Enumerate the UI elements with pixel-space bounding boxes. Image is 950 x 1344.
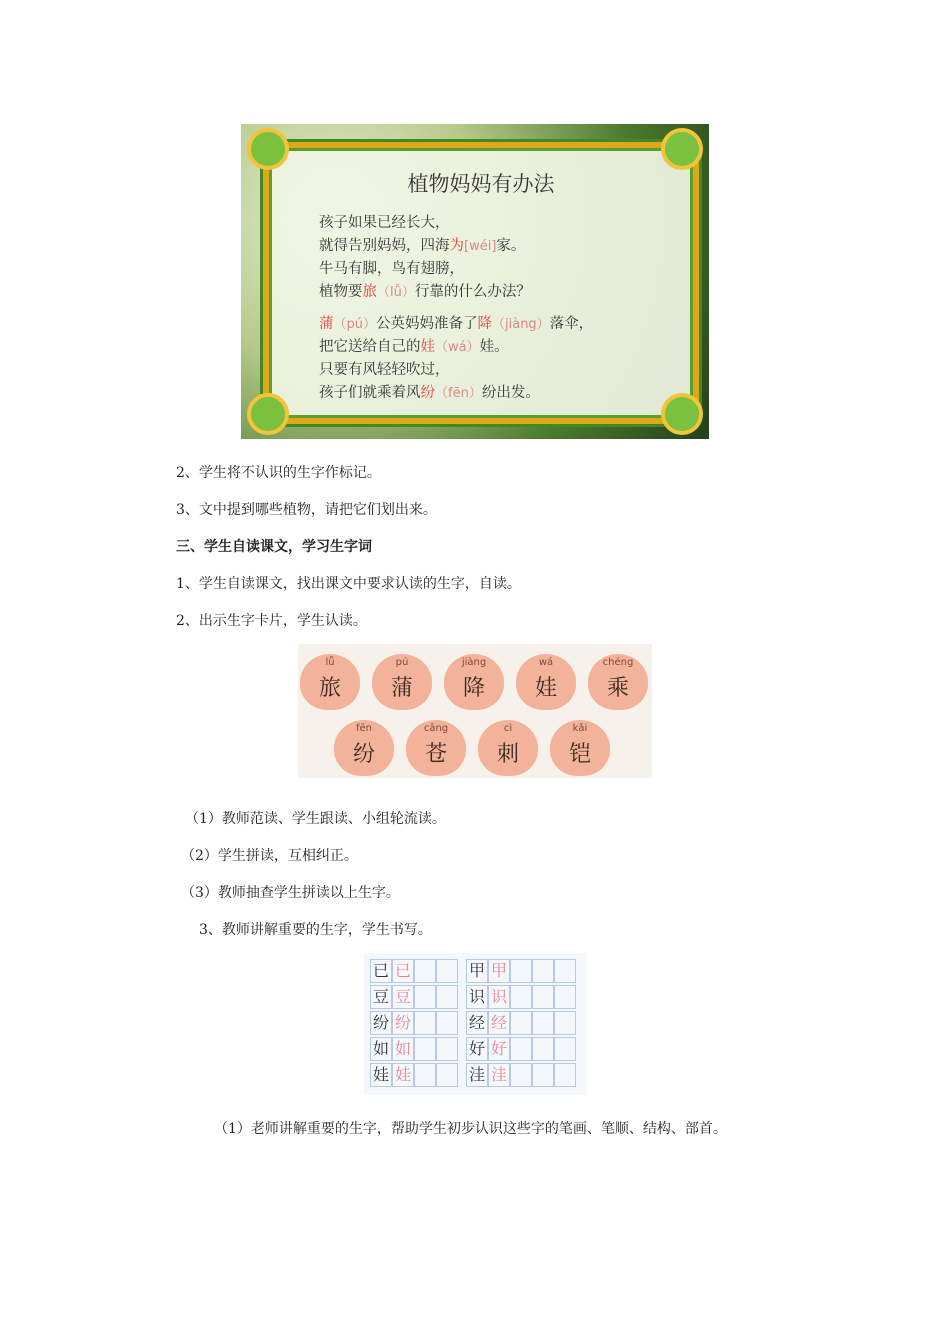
paragraph: （1）教师范读、学生跟读、小组轮流读。: [185, 811, 446, 827]
poem-line-8: [319, 381, 540, 402]
leaf-card: [478, 720, 538, 776]
grid-cell: [554, 1011, 576, 1035]
writing-grid-image: [364, 953, 587, 1095]
grid-cell: [414, 1037, 436, 1061]
frame-ornament: [247, 393, 289, 435]
grid-cell: [532, 1011, 554, 1035]
card-pinyin: kǎi: [572, 723, 588, 734]
frame-ornament: [661, 393, 703, 435]
grid-char-trace: 甲: [488, 959, 510, 983]
grid-char-trace: 纷: [392, 1011, 414, 1035]
poem-pinyin: （wá）: [435, 340, 480, 355]
slide-title: 植物妈妈有办法: [407, 172, 555, 196]
grid-cell: [436, 959, 458, 983]
poem-panel: [263, 142, 699, 424]
card-pinyin: chéng: [602, 657, 634, 668]
leaf-card: [588, 654, 648, 710]
paragraph: 2、学生将不认识的生字作标记。: [176, 465, 381, 481]
grid-cell: [414, 985, 436, 1009]
poem-highlight-char: 为: [449, 238, 464, 254]
poem-text: 就得告别妈妈，四海: [319, 238, 450, 254]
leaf-card: [300, 654, 360, 710]
poem-line-5: [319, 312, 593, 333]
paragraph: 2、出示生字卡片，学生认读。: [176, 613, 367, 629]
paragraph: （2）学生拼读，互相纠正。: [181, 848, 358, 864]
card-pinyin: lǚ: [325, 657, 335, 668]
grid-char-trace: 洼: [488, 1063, 510, 1087]
grid-cell: [532, 959, 554, 983]
grid-char: 豆: [370, 985, 392, 1009]
card-char: 纷: [352, 742, 375, 767]
grid-char-trace: 已: [392, 959, 414, 983]
poem-text: 把它送给自己的: [319, 339, 421, 355]
grid-char: 好: [466, 1037, 488, 1061]
grid-cell: [436, 1063, 458, 1087]
poem-text: 纷出发。: [481, 385, 540, 401]
poem-slide-image: [241, 124, 709, 439]
poem-highlight-char: 纷: [420, 385, 435, 401]
grid-char-trace: 好: [488, 1037, 510, 1061]
paragraph: （1）老师讲解重要的生字，帮助学生初步认识这些字的笔画、笔顺、结构、部首。: [214, 1121, 727, 1137]
grid-char-trace: 豆: [392, 985, 414, 1009]
grid-cell: [532, 985, 554, 1009]
card-pinyin: fēn: [355, 723, 372, 734]
card-char: 娃: [534, 676, 557, 701]
poem-line-6: [319, 335, 509, 356]
grid-char: 经: [466, 1011, 488, 1035]
poem-text: 落伞，: [549, 316, 594, 332]
poem-pinyin: （lǚ）: [377, 285, 415, 300]
poem-highlight-char: 降: [477, 316, 492, 332]
grid-cell: [510, 1063, 532, 1087]
card-char: 旅: [318, 676, 341, 701]
poem-line-1: [319, 211, 450, 232]
poem-line-4: [319, 280, 531, 301]
poem-text: 家。: [496, 238, 526, 254]
card-char: 乘: [606, 676, 629, 701]
poem-text: 娃。: [479, 339, 509, 355]
frame-ornament: [661, 128, 703, 170]
card-pinyin: cāng: [423, 723, 449, 734]
leaf-card: [550, 720, 610, 776]
grid-cell: [510, 1011, 532, 1035]
paragraph: 3、教师讲解重要的生字，学生书写。: [199, 922, 432, 938]
grid-char: 娃: [370, 1063, 392, 1087]
grid-cell: [554, 1037, 576, 1061]
grid-char: 如: [370, 1037, 392, 1061]
grid-char: 已: [370, 959, 392, 983]
poem-text: 牛马有脚，鸟有翅膀，: [319, 261, 464, 277]
leaf-card: [334, 720, 394, 776]
card-char: 降: [462, 676, 485, 701]
leaf-card: [372, 654, 432, 710]
grid-cell: [510, 985, 532, 1009]
grid-cell: [414, 1063, 436, 1087]
card-char: 蒲: [390, 676, 413, 701]
grid-cell: [414, 959, 436, 983]
grid-cell: [414, 1011, 436, 1035]
card-char: 苍: [424, 742, 447, 767]
poem-text: 公英妈妈准备了: [376, 316, 478, 332]
card-char: 铠: [568, 742, 591, 767]
grid-char-trace: 识: [488, 985, 510, 1009]
character-cards-image: [298, 644, 652, 778]
grid-char-trace: 如: [392, 1037, 414, 1061]
leaf-card: [444, 654, 504, 710]
poem-highlight-char: 蒲: [319, 316, 334, 332]
card-pinyin: cì: [503, 723, 513, 734]
poem-highlight-char: 旅: [362, 284, 377, 300]
grid-cell: [554, 1063, 576, 1087]
grid-cell: [532, 1037, 554, 1061]
paragraph: 3、文中提到哪些植物，请把它们划出来。: [176, 502, 437, 518]
poem-text: 行靠的什么办法？: [414, 284, 531, 300]
poem-text: 只要有风轻轻吹过，: [319, 362, 450, 378]
paragraph: 1、学生自读课文，找出课文中要求认读的生字，自读。: [176, 576, 521, 592]
leaf-card: [406, 720, 466, 776]
poem-pinyin: （fēn）: [435, 386, 482, 401]
grid-cell: [554, 959, 576, 983]
grid-cell: [532, 1063, 554, 1087]
grid-cell: [436, 985, 458, 1009]
poem-text: 孩子们就乘着风: [319, 385, 421, 401]
paragraph: （3）教师抽查学生拼读以上生字。: [181, 885, 400, 901]
poem-pinyin: [wéi]: [464, 239, 497, 254]
poem-highlight-char: 娃: [420, 339, 435, 355]
poem-line-7: [319, 358, 450, 379]
grid-cell: [436, 1037, 458, 1061]
poem-pinyin: （jiàng）: [492, 317, 550, 332]
grid-char-trace: 经: [488, 1011, 510, 1035]
grid-cell: [510, 959, 532, 983]
frame-ornament: [247, 128, 289, 170]
leaf-card: [516, 654, 576, 710]
grid-char: 甲: [466, 959, 488, 983]
grid-char-trace: 娃: [392, 1063, 414, 1087]
grid-cell: [554, 985, 576, 1009]
section-heading: 三、学生自读课文，学习生字词: [176, 539, 372, 555]
poem-line-3: [319, 257, 464, 278]
card-char: 刺: [496, 742, 519, 767]
grid-char: 识: [466, 985, 488, 1009]
card-pinyin: pú: [395, 657, 409, 668]
grid-cell: [510, 1037, 532, 1061]
card-pinyin: wá: [538, 657, 554, 668]
grid-char: 洼: [466, 1063, 488, 1087]
card-pinyin: jiàng: [461, 657, 487, 668]
grid-char: 纷: [370, 1011, 392, 1035]
poem-line-2: [319, 234, 525, 255]
poem-pinyin: （pú）: [333, 317, 376, 332]
poem-text: 孩子如果已经长大，: [319, 215, 450, 231]
grid-cell: [436, 1011, 458, 1035]
poem-text: 植物要: [319, 284, 363, 300]
